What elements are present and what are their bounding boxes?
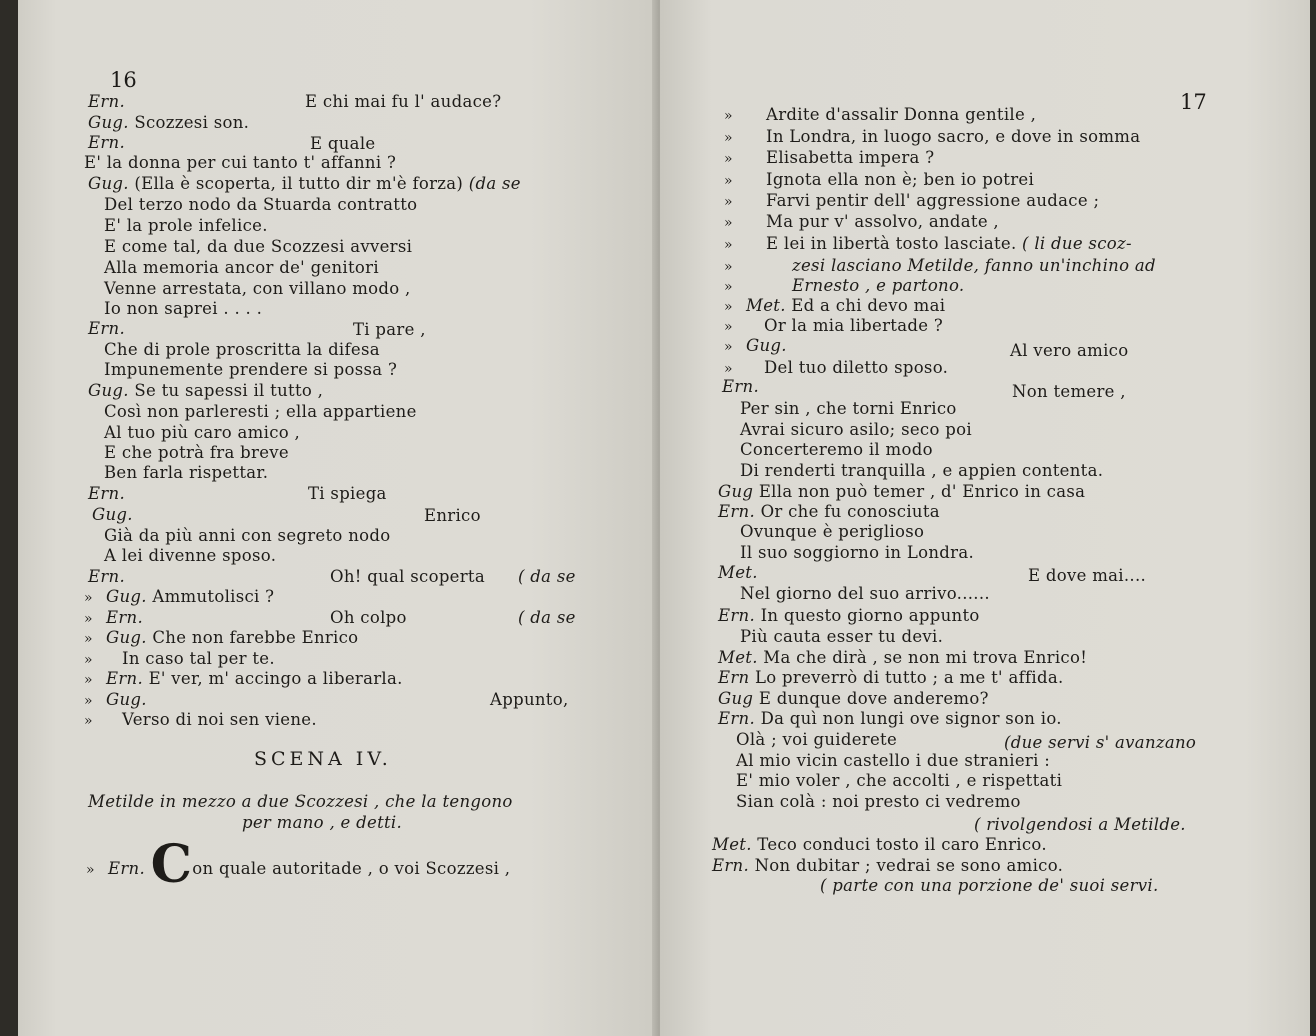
dialogue-line: Ben farla rispettar. <box>104 463 269 482</box>
dialogue-line: Met. Ma che dirà , se non mi trova Enrico! <box>718 648 1088 667</box>
dialogue-line: » Ernesto , e partono. <box>724 276 965 295</box>
page-number: 17 <box>1180 90 1207 114</box>
dialogue-line: » Farvi pentir dell' aggressione audace ; <box>724 191 1100 210</box>
dialogue-line-right: Al vero amico <box>1010 341 1129 360</box>
dialogue-line: E' la prole infelice. <box>104 216 268 235</box>
dialogue-line: Ern Lo preverrò di tutto ; a me t' affida. <box>718 668 1064 687</box>
dialogue-line: Che di prole proscritta la difesa <box>104 340 380 359</box>
dialogue-line: » Gug. Che non farebbe Enrico <box>84 628 359 647</box>
dialogue-aside: ( da se <box>518 608 576 627</box>
dialogue-aside: ( parte con una porzione de' suoi servi. <box>820 876 1159 895</box>
dialogue-line: » Ma pur v' assolvo, andate , <box>724 212 999 231</box>
dialogue-line: » Or la mia libertade ? <box>724 316 943 335</box>
dialogue-aside: ( da se <box>518 567 576 586</box>
stage-direction: per mano , e detti. <box>242 813 403 832</box>
dialogue-line: » In caso tal per te. <box>84 649 275 668</box>
dialogue-line: Ovunque è periglioso <box>740 522 925 541</box>
left-page <box>18 0 658 1036</box>
dialogue-line: E che potrà fra breve <box>104 443 289 462</box>
dialogue-line: Io non saprei . . . . <box>104 299 263 318</box>
dialogue-line: » Del tuo diletto sposo. <box>724 358 949 377</box>
dialogue-line: Met. Teco conduci tosto il caro Enrico. <box>712 835 1047 854</box>
dialogue-line: » Ern. <box>84 608 144 627</box>
dialogue-line: Ern. <box>88 92 126 111</box>
dialogue-line: Il suo soggiorno in Londra. <box>740 543 975 562</box>
dialogue-line: Ern. Or che fu conosciuta <box>718 502 940 521</box>
dialogue-line: » Ardite d'assalir Donna gentile , <box>724 105 1037 124</box>
dialogue-line-right: E quale <box>310 134 376 153</box>
dialogue-line: Per sin , che torni Enrico <box>740 399 957 418</box>
dialogue-line: » zesi lasciano Metilde, fanno un'inchino ad <box>724 256 1156 275</box>
scene-heading: SCENA IV. <box>254 748 392 770</box>
page-number: 16 <box>110 68 137 92</box>
dialogue-line: Concerteremo il modo <box>740 440 933 459</box>
dialogue-line: » Gug. Ammutolisci ? <box>84 587 275 606</box>
dialogue-line-right: Non temere , <box>1012 382 1126 401</box>
dialogue-line: Avrai sicuro asilo; seco poi <box>740 420 972 439</box>
dialogue-line: » Verso di noi sen viene. <box>84 710 317 729</box>
dialogue-line: Ern. <box>88 133 126 152</box>
dialogue-line: Ern. <box>88 319 126 338</box>
dialogue-line: Alla memoria ancor de' genitori <box>104 258 379 277</box>
dialogue-line: » Gug. <box>84 690 147 709</box>
dialogue-line: Gug. Scozzesi son. <box>88 113 250 132</box>
dialogue-line: E' mio voler , che accolti , e rispettati <box>736 771 1063 790</box>
right-page <box>660 0 1310 1036</box>
dialogue-line: Al tuo più caro amico , <box>104 423 301 442</box>
dialogue-line: Gug. <box>92 505 133 524</box>
dialogue-line: » In Londra, in luogo sacro, e dove in somma <box>724 127 1141 146</box>
dialogue-line: » Elisabetta impera ? <box>724 148 935 167</box>
dialogue-line-right: Appunto, <box>490 690 569 709</box>
dialogue-aside: ( rivolgendosi a Metilde. <box>974 815 1186 834</box>
dialogue-line-right: Ti spiega <box>308 484 387 503</box>
dialogue-line: Sian colà : noi presto ci vedremo <box>736 792 1021 811</box>
dialogue-line-right: Oh colpo <box>330 608 407 627</box>
dialogue-line: » Ern. E' ver, m' accingo a liberarla. <box>84 669 403 688</box>
drop-cap: C <box>150 834 193 895</box>
dialogue-line: Ern. <box>88 484 126 503</box>
dialogue-line: Al mio vicin castello i due stranieri : <box>736 751 1051 770</box>
dialogue-line: Così non parleresti ; ella appartiene <box>104 402 417 421</box>
dialogue-line: Ern. In questo giorno appunto <box>718 606 980 625</box>
dialogue-line: Del terzo nodo da Stuarda contratto <box>104 195 418 214</box>
dialogue-line: A lei divenne sposo. <box>104 546 277 565</box>
dialogue-line: Ern. Da quì non lungi ove signor son io. <box>718 709 1062 728</box>
dialogue-line: Venne arrestata, con villano modo , <box>104 279 411 298</box>
dialogue-line: Già da più anni con segreto nodo <box>104 526 391 545</box>
dialogue-line-right: E chi mai fu l' audace? <box>305 92 502 111</box>
dialogue-line: Di renderti tranquilla , e appien contenta. <box>740 461 1104 480</box>
dialogue-line-right: E dove mai.... <box>1028 566 1147 585</box>
dialogue-line: E come tal, da due Scozzesi avversi <box>104 237 413 256</box>
stage-direction: Metilde in mezzo a due Scozzesi , che la tengono <box>88 792 513 811</box>
dialogue-line: Gug E dunque dove anderemo? <box>718 689 989 708</box>
dialogue-line-right: Enrico <box>424 506 481 525</box>
dialogue-line: » Ern. Con quale autoritade , o voi Scozzesi , <box>86 834 511 895</box>
dialogue-line: » Ignota ella non è; ben io potrei <box>724 170 1035 189</box>
dialogue-line: Ern. <box>722 377 760 396</box>
dialogue-aside: (due servi s' avanzano <box>1004 733 1197 752</box>
dialogue-line: Gug. (Ella è scoperta, il tutto dir m'è forza) (da se <box>88 174 521 193</box>
dialogue-line: Impunemente prendere si possa ? <box>104 360 398 379</box>
dialogue-line: Più cauta esser tu devi. <box>740 627 944 646</box>
dialogue-line: » Gug. <box>724 336 787 355</box>
dialogue-line: » E lei in libertà tosto lasciate. ( li due scoz- <box>724 234 1132 253</box>
dialogue-line: Ern. Non dubitar ; vedrai se sono amico. <box>712 856 1064 875</box>
dialogue-line-right: Oh! qual scoperta <box>330 567 486 586</box>
dialogue-line-right: Ti pare , <box>353 320 426 339</box>
dialogue-line: Gug. Se tu sapessi il tutto , <box>88 381 324 400</box>
dialogue-line: E' la donna per cui tanto t' affanni ? <box>84 153 397 172</box>
dialogue-line: Nel giorno del suo arrivo...... <box>740 584 990 603</box>
dialogue-line: Ern. <box>88 567 126 586</box>
dialogue-line: Met. <box>718 563 758 582</box>
dialogue-line: » Met. Ed a chi devo mai <box>724 296 946 315</box>
dialogue-line: Gug Ella non può temer , d' Enrico in casa <box>718 482 1086 501</box>
dialogue-line: Olà ; voi guiderete <box>736 730 898 749</box>
